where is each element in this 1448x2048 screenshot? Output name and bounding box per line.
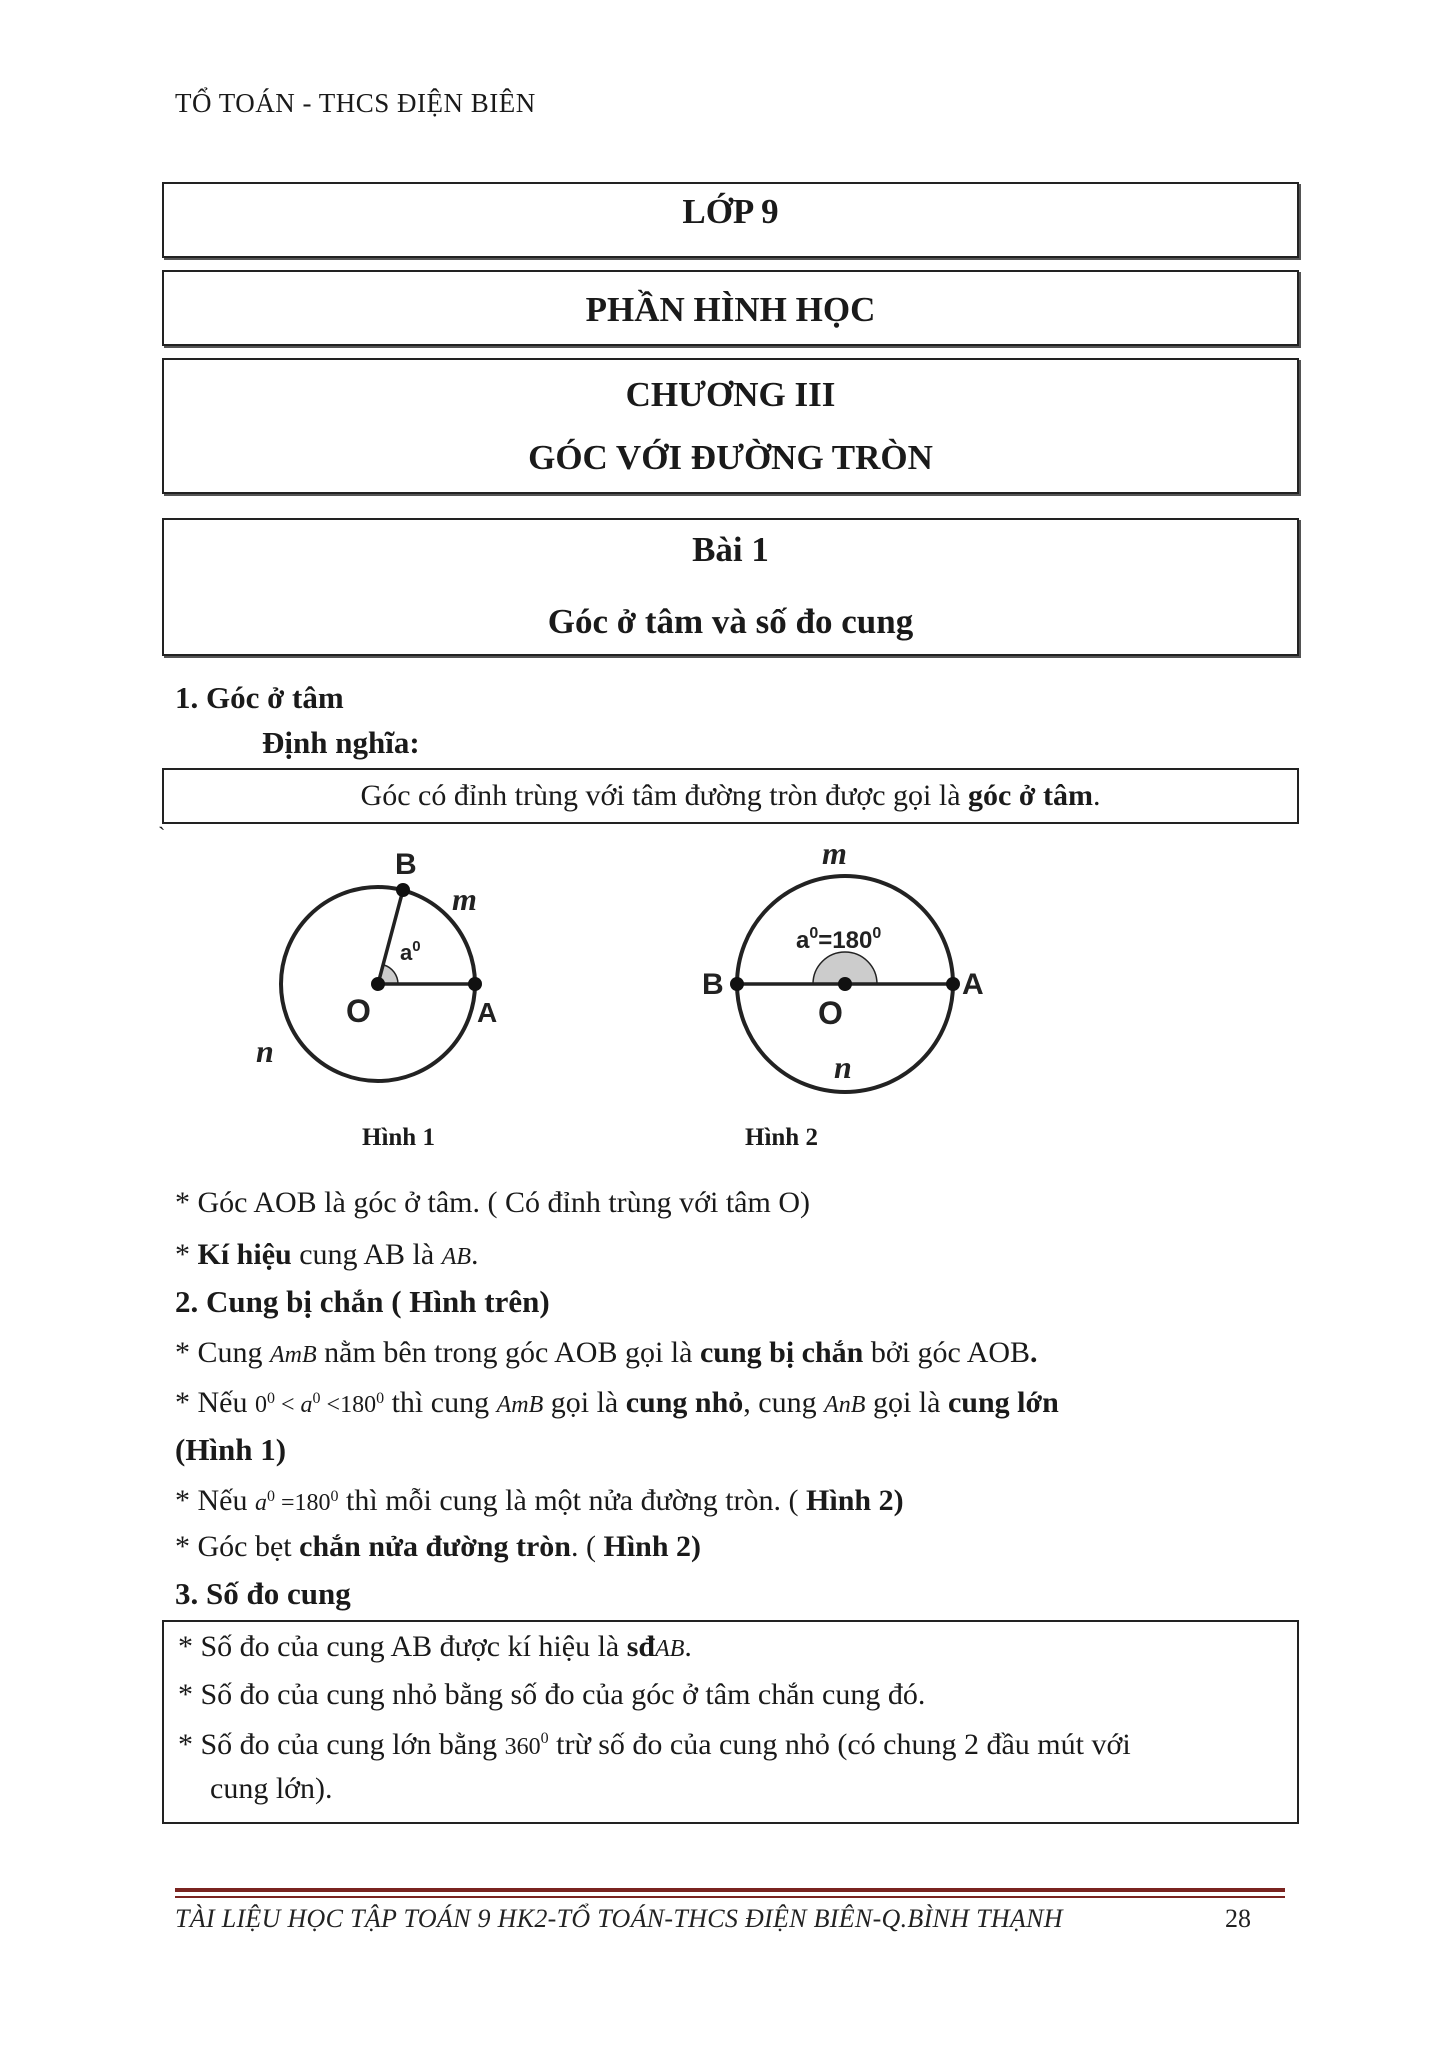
definition-label: Định nghĩa: — [262, 725, 420, 760]
chapter-title: CHƯƠNG III — [625, 375, 836, 414]
figure-2 — [690, 838, 1020, 1100]
figure-1-caption: Hình 1 — [362, 1124, 435, 1151]
p1-bold: sđ — [626, 1630, 656, 1663]
l4-m2: AnB — [824, 1392, 866, 1418]
line-central-angle: * Góc AOB là góc ở tâm. ( Có đỉnh trùng với tâm O) — [175, 1186, 810, 1219]
l5-pre: * Nếu — [175, 1484, 255, 1517]
part-title: PHẦN HÌNH HỌC — [585, 290, 876, 329]
definition-term: góc ở tâm — [968, 779, 1093, 812]
fig1-point-a — [468, 977, 482, 991]
p3-sup: 0 — [540, 1730, 549, 1747]
figure-2-caption: Hình 2 — [745, 1124, 818, 1151]
p3-pre: * Số đo của cung lớn bằng — [178, 1728, 505, 1761]
chapter-title-box — [162, 358, 1299, 494]
footer-text: TÀI LIỆU HỌC TẬP TOÁN 9 HK2-TỔ TOÁN-THCS ĐIỆN BIÊN-Q.BÌNH THẠNH — [175, 1904, 1063, 1933]
l4-mid2: gọi là — [543, 1386, 626, 1419]
fig2-label-m: m — [822, 838, 847, 871]
fig2-point-b — [730, 977, 744, 991]
definition-end: . — [1092, 779, 1101, 812]
l6-bold2: Hình 2) — [603, 1530, 702, 1563]
figure-1 — [240, 850, 570, 1110]
fig2-label-b: B — [702, 968, 724, 1001]
l4-sup2: 0 — [312, 1390, 321, 1407]
fig1-label-a: a — [400, 940, 413, 965]
page-number: 28 — [1225, 1904, 1251, 1933]
fig2-label-a: a — [796, 927, 810, 954]
definition-box — [162, 768, 1299, 824]
l3-bold: cung bị chắn — [699, 1336, 864, 1369]
p1-pre: * Số đo của cung AB được kí hiệu là — [178, 1630, 627, 1663]
l4-a: a — [300, 1392, 313, 1418]
p3-num: 360 — [504, 1734, 541, 1760]
svg-text:a0=1800 — [796, 925, 881, 954]
l4-lt1: < — [274, 1392, 301, 1418]
fig2-label-n: n — [834, 1049, 852, 1085]
l4-sup3: 0 — [376, 1390, 385, 1407]
l4-mid1: thì cung — [384, 1386, 497, 1419]
l2-math: AB — [441, 1244, 472, 1270]
fig2-point-o — [838, 977, 852, 991]
fig1-label-o: O — [346, 993, 371, 1029]
grade-title-box — [162, 182, 1299, 258]
fig1-label-a-sup: 0 — [412, 938, 421, 955]
l4-zero: 0 — [254, 1392, 267, 1418]
arc-measure-box — [162, 1620, 1299, 1824]
stray-mark: ` — [158, 822, 166, 847]
l4-b1: cung nhỏ — [625, 1386, 744, 1419]
prop-minor-arc: * Số đo của cung nhỏ bằng số đo của góc ở tâm chắn cung đó. — [178, 1678, 926, 1711]
l4-sup1: 0 — [266, 1390, 275, 1407]
l4-m1: AmB — [496, 1392, 544, 1418]
section1-heading: 1. Góc ở tâm — [175, 680, 344, 715]
lesson-name: Góc ở tâm và số đo cung — [547, 602, 914, 641]
chapter-name: GÓC VỚI ĐƯỜNG TRÒN — [528, 438, 933, 477]
l4-pre: * Nếu — [175, 1386, 255, 1419]
fig2-label-eq-sup: 0 — [872, 925, 882, 942]
l3-mid: nằm bên trong góc AOB gọi là — [316, 1336, 700, 1369]
lesson-title-box — [162, 518, 1299, 656]
l3-math: AmB — [270, 1342, 317, 1368]
l2-end: . — [471, 1238, 479, 1271]
grade-title: LỚP 9 — [682, 192, 779, 231]
l3-end: . — [1030, 1336, 1038, 1369]
l5-bold: Hình 2) — [806, 1484, 904, 1517]
l6-bold: chắn nửa đường tròn — [299, 1530, 571, 1563]
l2-post: cung AB là — [291, 1238, 442, 1271]
definition-text: Góc có đỉnh trùng với tâm đường tròn được gọi là — [360, 779, 969, 812]
fig1-point-o — [371, 977, 385, 991]
fig2-label-eq: =180 — [818, 927, 873, 954]
l6-pre: * Góc bẹt — [175, 1530, 300, 1563]
part-title-box — [162, 270, 1299, 346]
l4-b2: cung lớn — [947, 1386, 1059, 1419]
line-semicircle — [175, 1484, 904, 1518]
l5-post: thì mỗi cung là một nửa đường tròn. ( — [338, 1484, 807, 1517]
svg-text:a0 — [400, 938, 421, 965]
l5-sup2: 0 — [330, 1488, 339, 1505]
fig2-label-o: O — [818, 995, 843, 1031]
l2-bold: Kí hiệu — [197, 1238, 292, 1271]
line-intercepted-arc — [175, 1336, 1038, 1370]
l4-lt2: <180 — [320, 1392, 377, 1418]
l4-mid4: gọi là — [865, 1386, 948, 1419]
l6-post: . ( — [571, 1530, 604, 1563]
l3-post: bởi góc AOB — [863, 1336, 1031, 1369]
fig1-point-b — [396, 883, 410, 897]
l3-pre: * Cung — [175, 1336, 271, 1369]
fig2-point-a — [946, 977, 960, 991]
section3-heading: 3. Số đo cung — [175, 1576, 351, 1611]
footer-rule-thin — [175, 1896, 1285, 1898]
footer-rule — [175, 1888, 1285, 1892]
line-minor-major-arc — [175, 1386, 1059, 1420]
l5-eq: =180 — [274, 1490, 331, 1516]
line-figure-1-ref: (Hình 1) — [175, 1432, 287, 1467]
p3-post: trừ số đo của cung nhỏ (có chung 2 đầu mút với — [548, 1728, 1131, 1761]
l4-mid3: , cung — [743, 1386, 825, 1419]
fig1-label-b: B — [395, 850, 417, 881]
page-header: TỔ TOÁN - THCS ĐIỆN BIÊN — [175, 88, 536, 118]
line-notation — [175, 1238, 479, 1272]
l2-pre: * — [175, 1238, 198, 1271]
fig1-label-a-point: A — [477, 997, 498, 1028]
prop-notation — [178, 1630, 692, 1664]
l5-sup: 0 — [266, 1488, 275, 1505]
line-straight-angle — [175, 1530, 701, 1564]
prop-major-arc — [178, 1728, 1131, 1762]
section2-heading: 2. Cung bị chắn ( Hình trên) — [175, 1284, 550, 1319]
fig1-label-m: m — [452, 881, 477, 917]
fig1-label-n: n — [256, 1033, 274, 1069]
lesson-title: Bài 1 — [692, 530, 769, 569]
p1-math: AB — [655, 1636, 685, 1662]
prop-major-arc-cont: cung lớn). — [210, 1772, 333, 1805]
fig2-label-a-sup: 0 — [809, 925, 819, 942]
l5-a: a — [254, 1490, 267, 1516]
fig2-label-a-point: A — [962, 968, 984, 1001]
p1-end: . — [684, 1630, 692, 1663]
